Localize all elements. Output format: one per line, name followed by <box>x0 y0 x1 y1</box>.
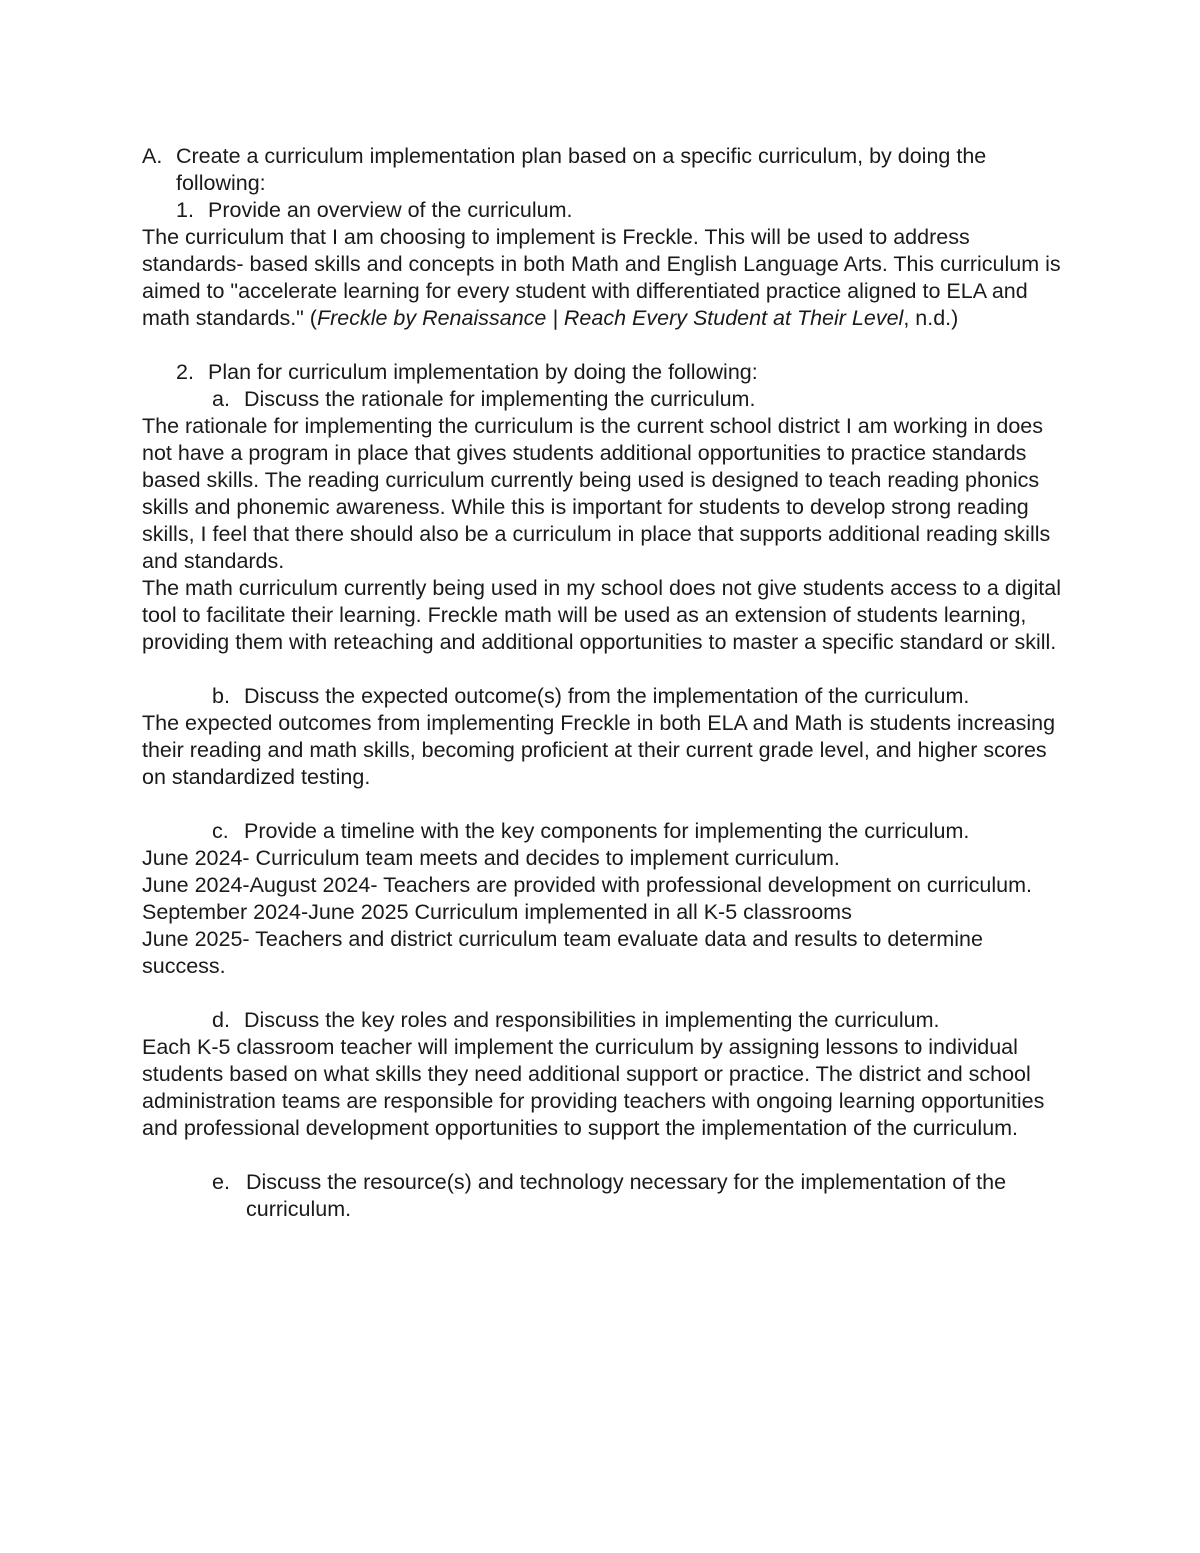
outcomes-paragraph: The expected outcomes from implementing Freckle in both ELA and Math is students increasing their reading and math skills, becoming proficient at their current grade level, and higher scores on standardized testing. <box>142 711 1056 789</box>
item-a-marker: a. <box>212 387 230 411</box>
overview-citation-date: , n.d.) <box>903 306 959 330</box>
item-c-marker: c. <box>212 819 229 843</box>
rationale-paragraph-2: The math curriculum currently being used in my school does not give students access to a digital tool to facilitate their learning. Freckle math will be used as an extension of students learning, providing them with reteaching and additional opportunities to master a specific standard or skill. <box>142 576 1061 654</box>
item-2-marker: 2. <box>176 360 194 384</box>
document-body <box>142 143 1072 1223</box>
item-e-heading <box>142 1169 1072 1223</box>
timeline-entry: September 2024-June 2025 Curriculum implemented in all K-5 classrooms <box>142 900 852 924</box>
overview-paragraph <box>142 224 1072 332</box>
item-d-marker: d. <box>212 1008 230 1032</box>
item-d-heading <box>142 1007 1072 1034</box>
item-b-text: Discuss the expected outcome(s) from the implementation of the curriculum. <box>244 684 970 708</box>
item-a-text: Discuss the rationale for implementing the curriculum. <box>244 387 756 411</box>
item-b-marker: b. <box>212 684 230 708</box>
timeline-entry: June 2025- Teachers and district curriculum team evaluate data and results to determine success. <box>142 927 983 978</box>
overview-text: The curriculum that I am choosing to implement is Freckle. This will be used to address standards- based skills and concepts in both Math and English Language Arts. This curriculum is aimed to "accelerate learning for every student with differentiated practice aligned to ELA and math standards." ( <box>142 225 1061 330</box>
timeline-entry: June 2024-August 2024- Teachers are provided with professional development on curriculum. <box>142 873 1032 897</box>
section-a-marker: A. <box>142 144 163 168</box>
rationale-paragraph-1: The rationale for implementing the curriculum is the current school district I am working in does not have a program in place that gives students additional opportunities to practice standards based skills. The reading curriculum currently being used is designed to teach reading phonics skills and phonemic awareness. While this is important for students to develop strong reading skills, I feel that there should also be a curriculum in place that supports additional reading skills and standards. <box>142 414 1051 573</box>
item-e-marker: e. <box>212 1170 230 1194</box>
item-1-marker: 1. <box>176 198 194 222</box>
item-c-heading <box>142 818 1072 845</box>
section-a-text: Create a curriculum implementation plan based on a specific curriculum, by doing the following: <box>176 144 987 195</box>
item-2-text: Plan for curriculum implementation by doing the following: <box>208 360 758 384</box>
item-2-heading <box>142 359 1072 386</box>
section-a-heading <box>142 143 1072 197</box>
overview-citation: Freckle by Renaissance | Reach Every Student at Their Level <box>316 306 904 330</box>
item-b-heading <box>142 683 1072 710</box>
item-a-heading <box>142 386 1072 413</box>
roles-paragraph: Each K-5 classroom teacher will implement the curriculum by assigning lessons to individual students based on what skills they need additional support or practice. The district and school administration teams are responsible for providing teachers with ongoing learning opportunities and professional development opportunities to support the implementation of the curriculum. <box>142 1035 1045 1140</box>
timeline-entry: June 2024- Curriculum team meets and decides to implement curriculum. <box>142 846 840 870</box>
item-1-text: Provide an overview of the curriculum. <box>208 198 573 222</box>
item-d-text: Discuss the key roles and responsibilities in implementing the curriculum. <box>244 1008 940 1032</box>
item-1-heading <box>142 197 1072 224</box>
item-c-text: Provide a timeline with the key components for implementing the curriculum. <box>244 819 970 843</box>
item-e-text: Discuss the resource(s) and technology necessary for the implementation of the curriculum. <box>246 1170 1007 1221</box>
